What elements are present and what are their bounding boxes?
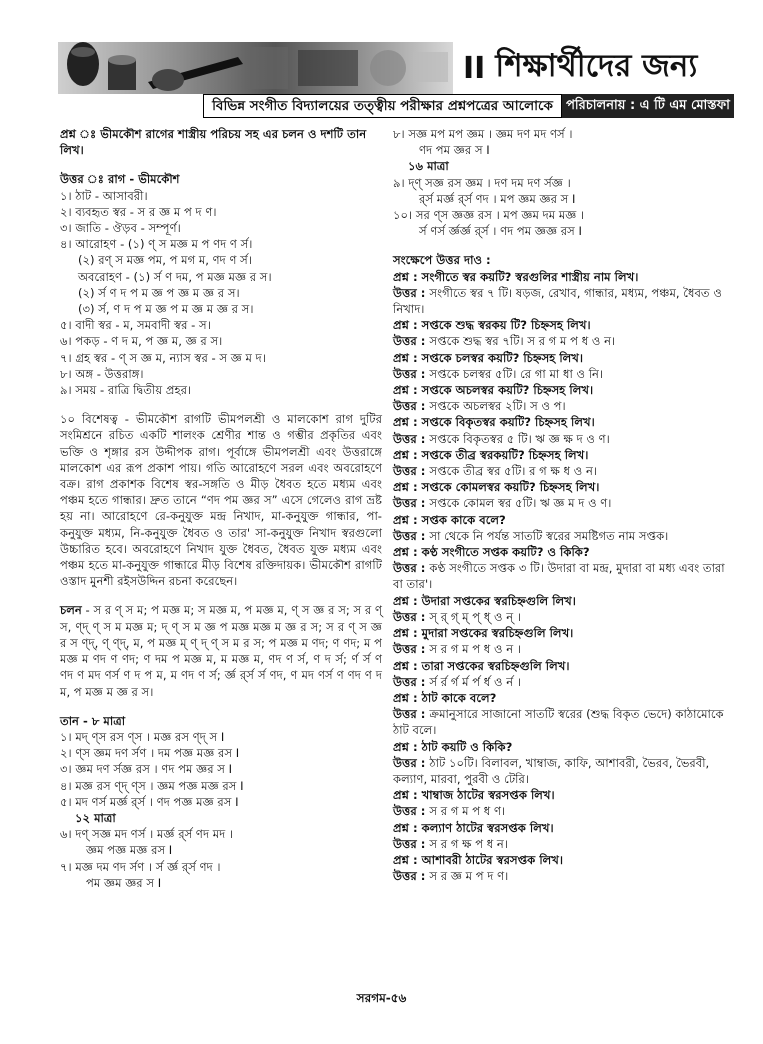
taan16-heading: ১৬ মাত্রা xyxy=(408,159,449,174)
taan-line: ২। ণ্স জ্ঞম দণ র্সণ । দম পজ্ঞ মজ্ঞ রস I xyxy=(60,746,240,761)
question-line xyxy=(393,820,735,836)
question-line xyxy=(393,739,735,755)
qa-label: প্রশ্ন : xyxy=(393,350,422,365)
taan-line: ৭। মজ্ঞ দম ণদ র্সণ । র্স র্জ্ঞ র্র্স ণদ । xyxy=(60,859,221,874)
qa-text: স র গ ক্ষ প ধ ন। xyxy=(429,836,508,851)
taan-line: ৪। মজ্ঞ রস ণ্দ্ ণ্স । জ্ঞম পজ্ঞ মজ্ঞ রস I xyxy=(60,778,244,793)
qa-label: উত্তর : xyxy=(393,609,430,624)
answer-line xyxy=(393,674,735,690)
qa-label: উত্তর : xyxy=(393,707,430,722)
question-line xyxy=(393,512,735,528)
list-item: (২) রণ্ স মজ্ঞ পম, প মগ ম, ণদ ণ র্স। xyxy=(78,253,252,268)
answer-line xyxy=(393,803,735,819)
header-banner xyxy=(58,42,734,124)
qa-label: প্রশ্ন : xyxy=(393,383,422,398)
qa-list xyxy=(393,269,735,885)
qa-label: প্রশ্ন : xyxy=(393,739,422,754)
answer-line xyxy=(393,609,735,625)
answer-line xyxy=(393,366,735,382)
question-line xyxy=(393,414,735,430)
list-item: ২। ব্যবহৃত স্বর - স র জ্ঞ ম প দ ণ। xyxy=(60,204,217,219)
taan-line: ১। মদ্ ণ্স রস ণ্স । মজ্ঞ রস ণ্দ্ স I xyxy=(60,729,225,744)
qa-label: উত্তর : xyxy=(393,496,430,511)
qa-label: উত্তর : xyxy=(393,836,430,851)
qa-label: উত্তর : xyxy=(393,399,430,414)
qa-text: সংগীতে স্বর কয়টি? স্বরগুলির শাস্ত্রীয় নাম লিখ। xyxy=(421,269,639,284)
qa-text: স র গ ম প ধ ণ। xyxy=(429,804,506,819)
question-line xyxy=(393,658,735,674)
taan12-heading: ১২ মাত্রা xyxy=(75,810,116,825)
taan-heading: তান - ৮ মাত্রা xyxy=(60,713,126,728)
question-line xyxy=(393,625,735,641)
qa-label: প্রশ্ন : xyxy=(393,545,422,560)
question-line xyxy=(393,544,735,560)
qa-text: খাম্বাজ ঠাটের স্বরসপ্তক লিখ। xyxy=(421,788,555,803)
answer-line xyxy=(393,495,735,511)
qa-text: ক্রমানুসারে সাজানো সাতটি স্বরের (শুদ্ধ বিকৃত ভেদে) কাঠামোকে ঠাট বলে। xyxy=(393,707,724,738)
question-line xyxy=(393,479,735,495)
qa-text: সপ্তকে অচলস্বর ২টি। স ও প। xyxy=(429,399,566,414)
answer-heading: উত্তর ঃ রাগ - ভীমকৌশ xyxy=(60,172,180,187)
director-credit: পরিচালনায় : এ টি এম মোস্তফা xyxy=(562,94,734,118)
taan-line: জ্ঞম পজ্ঞ মজ্ঞ রস I xyxy=(86,843,173,858)
qa-text: সপ্তকে চলস্বর ৫টি। রে গা মা ধা ও নি। xyxy=(429,366,604,381)
qa-text: ঠাট ১০টি। বিলাবল, খাম্বাজ, কাফি, আশাবরী, ভৈরব, ভৈরবী, কল্যাণ, মারবা, পুরবী ও টেরি। xyxy=(393,755,710,786)
answer-line xyxy=(393,463,735,479)
qa-label: প্রশ্ন : xyxy=(393,852,422,867)
list-item: ৬। পকড় - ণ দ ম, প জ্ঞ ম, জ্ঞ র স। xyxy=(60,334,223,349)
question-line xyxy=(393,447,735,463)
question-line xyxy=(393,787,735,803)
qa-label: উত্তর : xyxy=(393,431,430,446)
answer-line xyxy=(393,836,735,852)
answer-line xyxy=(393,560,735,592)
qa-label: প্রশ্ন : xyxy=(393,788,422,803)
qa-text: তারা সপ্তকের স্বরচিহ্নগুলি লিখ। xyxy=(421,658,570,673)
qa-label: উত্তর : xyxy=(393,366,430,381)
qa-label: উত্তর : xyxy=(393,334,430,349)
qa-label: উত্তর : xyxy=(393,464,430,479)
chalan-paragraph xyxy=(60,602,382,699)
taan-line: ৮। সজ্ঞ মপ মপ জ্ঞম । জ্ঞম দণ মদ ণর্স । xyxy=(393,127,573,141)
qa-text: সা থেকে নি পর্যন্ত সাতটি স্বরের সমষ্টিগত নাম সপ্তক। xyxy=(429,528,669,543)
qa-label: প্রশ্ন : xyxy=(393,593,422,608)
right-column xyxy=(393,126,735,884)
answer-line xyxy=(393,285,735,317)
qa-label: প্রশ্ন : xyxy=(393,820,422,835)
qa-text: সপ্তকে অচলস্বর কয়টি? চিহ্নসহ লিখ। xyxy=(421,383,594,398)
qa-label: প্রশ্ন : xyxy=(393,512,422,527)
question-line xyxy=(393,350,735,366)
answer-line xyxy=(393,641,735,657)
banner-title-box xyxy=(453,42,734,94)
qa-text: উদারা সপ্তকের স্বরচিহ্নগুলি লিখ। xyxy=(421,593,576,608)
taan-line: ৩। জ্ঞম দণ র্সজ্ঞ রস । ণদ পম জ্ঞর স I xyxy=(60,762,233,777)
qa-text: কণ্ঠ সংগীতে সপ্তক কয়টি? ও কিকি? xyxy=(421,545,590,560)
list-item: অবরোহণ - (১) র্স ণ দম, প মজ্ঞ মজ্ঞ র স। xyxy=(78,269,272,284)
list-item: ১। ঠাট - আসাবরী। xyxy=(60,188,148,203)
list-item: ৯। সময় - রাত্রি দ্বিতীয় প্রহর। xyxy=(60,383,192,398)
qa-label: উত্তর : xyxy=(393,869,430,884)
answer-line xyxy=(393,755,735,787)
page-footer: সরগম-৫৬ xyxy=(356,991,407,1005)
question-line xyxy=(393,852,735,868)
list-item: ৭। গ্রহ স্বর - ণ্ স জ্ঞ ম, ন্যাস স্বর - স জ্ঞ ম দ। xyxy=(60,350,266,365)
qa-text: সংগীতে স্বর ৭ টি। ষড়জ, রেখাব, গান্ধার, মধ্যম, পঞ্চম, ধৈবত ও নিখাদ। xyxy=(393,285,722,317)
qa-label: প্রশ্ন : xyxy=(393,480,422,495)
qa-text: র্স র্র র্গ র্ম র্প র্ধ ও র্ন । xyxy=(429,674,521,689)
qa-label: উত্তর : xyxy=(393,674,430,689)
qa-label: প্রশ্ন : xyxy=(393,318,422,333)
qa-text: সপ্তকে তীব্র স্বরকয়টি? চিহ্নসহ লিখ। xyxy=(421,447,589,462)
brief-heading: সংক্ষেপে উত্তর দাও : xyxy=(393,253,491,268)
left-column xyxy=(60,126,382,891)
qa-text: সপ্তকে তীব্র স্বর ৫টি। র গ ক্ষ ধ ও ন। xyxy=(429,464,598,479)
question-line xyxy=(393,690,735,706)
music-instruments-image xyxy=(58,42,453,94)
list-item: (২) র্স ণ দ প ম জ্ঞ প জ্ঞ ম জ্ঞ র স। xyxy=(78,285,240,300)
qa-text: কণ্ঠ সংগীতে সপ্তক ৩ টি। উদারা বা মন্দ্র, মুদারা বা মধ্য এবং তারা বা তার'। xyxy=(393,561,725,592)
taan-line: র্স ণর্স র্জ্ঞর্জ্ঞ র্র্স । ণদ পম জ্ঞজ্ঞ রস I xyxy=(419,224,582,239)
list-item: ৫। বাদী স্বর - ম, সমবাদী স্বর - স। xyxy=(60,318,211,333)
special-features-paragraph: ১০ বিশেষত্ব - ভীমকৌশ রাগটি ভীমপলশ্রী ও মালকোশ রাগ দুটির সংমিশ্রনে রচিত একটি শালংক শ্রেণীর শান্ত ও গম্ভীর প্রকৃতির এবং ভক্তি ও শৃঙ্গার রস উদ্দীপক রাগ। পূর্বাঙ্গে ভীমপলশ্রী এবং উত্তরাঙ্গে মালকোশ এর রূপ প্রকাশ পায়। গতি আরোহণে সরল এবং অবরোহণে বক্র। রাগ প্রকাশক বিশেষ স্বর-সঙ্গতি ও মীড় ধৈবত হতে মধ্যম এবং পঞ্চম হতে গান্ধার। দ্রুত তানে “ণদ পম জ্ঞর স” এসে গেলেও রাগ ভ্রষ্ট হয় না। আরোহণে রে-কনুযুক্ত মন্দ্র নিখাদ, মা-কনুযুক্ত গান্ধার, পা-কনুযুক্ত মধ্যম, নি-কনুযুক্ত ধৈবত ও তার' সা-কনুযুক্ত নিখাদ স্বরগুলো উচ্চারিত হবে। অবরোহণে নিখাদ যুক্ত ধৈবত, ধৈবত যুক্ত মধ্যম এবং পঞ্চম হতে মা-কনুযুক্ত গান্ধারে মীড় বিশেষ রক্তিদায়ক। ভীমকৌশ রাগটি ওস্তাদ মুনশী রইসউদ্দিন রচনা করেছেন। xyxy=(60,412,382,589)
question-line xyxy=(393,317,735,333)
taan-line: ৯। দ্ণ্ সজ্ঞ রস জ্ঞম । দণ দম দণ র্সজ্ঞ । xyxy=(393,175,571,190)
question-line xyxy=(393,382,735,398)
main-question: প্রশ্ন ঃ ভীমকৌশ রাগের শাস্ত্রীয় পরিচয় সহ এর চলন ও দশটি তান লিখ। xyxy=(60,127,367,158)
qa-text: কল্যাণ ঠাটের স্বরসপ্তক লিখ। xyxy=(421,820,554,835)
list-item: ৪। আরোহণ - (১) ণ্ স মজ্ঞ ম প ণদ ণ র্স। xyxy=(60,237,253,252)
qa-label: উত্তর : xyxy=(393,561,430,576)
taan-line: ণদ পম জ্ঞর স I xyxy=(419,143,490,158)
list-item: ৮। অঙ্গ - উত্তরাঙ্গ। xyxy=(60,366,144,381)
chalan-label: চলন xyxy=(60,603,82,618)
title-bars: II xyxy=(463,50,486,86)
answer-line xyxy=(393,431,735,447)
subtitle: বিভিন্ন সংগীত বিদ্যালয়ের তত্ত্বীয় পরীক্ষার প্রশ্নপত্রের আলোকে xyxy=(203,94,562,118)
answer-line xyxy=(393,528,735,544)
taan-line: ১০। সর ণ্স জ্ঞজ্ঞ রস । মপ জ্ঞম দম মজ্ঞ । xyxy=(393,208,585,223)
answer-line xyxy=(393,398,735,414)
qa-label: উত্তর : xyxy=(393,285,430,300)
qa-label: প্রশ্ন : xyxy=(393,269,422,284)
page-title: শিক্ষার্থীদের জন্য xyxy=(495,48,698,84)
qa-label: প্রশ্ন : xyxy=(393,415,422,430)
taan-line: ৬। দণ্ সজ্ঞ মদ ণর্স । মর্জ্ঞ র্র্স ণদ মদ । xyxy=(60,827,234,842)
qa-text: ঠাট কাকে বলে? xyxy=(421,690,497,705)
answer-line xyxy=(393,868,735,884)
qa-text: সপ্তকে চলস্বর কয়টি? চিহ্নসহ লিখ। xyxy=(421,350,584,365)
qa-text: সপ্তকে কোমলস্বর কয়টি? চিহ্নসহ লিখ। xyxy=(421,480,600,495)
qa-label: প্রশ্ন : xyxy=(393,658,422,673)
answer-line xyxy=(393,333,735,349)
qa-text: সপ্তকে বিকৃতস্বর কয়টি? চিহ্নসহ লিখ। xyxy=(421,415,595,430)
list-item: (৩) র্স, ণ দ প ম জ্ঞ প ম জ্ঞ ম জ্ঞ র স। xyxy=(78,302,254,317)
qa-label: উত্তর : xyxy=(393,804,430,819)
qa-text: আশাবরী ঠাটের স্বরসপ্তক লিখ। xyxy=(421,852,564,867)
taan-line: ৫। মদ ণর্স মর্জ্ঞ র্র্স । ণদ পজ্ঞ মজ্ঞ রস I xyxy=(60,794,239,809)
qa-label: প্রশ্ন : xyxy=(393,447,422,462)
qa-text: ঠাট কয়টি ও কিকি? xyxy=(421,739,513,754)
instruments-illustration xyxy=(58,42,453,94)
qa-label: উত্তর : xyxy=(393,755,430,770)
qa-text: স্ র্ গ্ ম্ প্ ধ্ ও ন্ । xyxy=(429,609,521,624)
qa-text: সপ্তকে কোমল স্বর ৫টি। ঋ জ্ঞ ম দ ও ণ। xyxy=(429,496,612,511)
qa-text: স র গ ম প ধ ও ন । xyxy=(429,642,521,657)
subtitle-row xyxy=(203,94,734,118)
qa-text: সপ্তকে শুদ্ধ স্বর ৭টি। স র গ ম প ধ ও ন। xyxy=(429,334,616,349)
taan-line: পম জ্ঞম জ্ঞর স I xyxy=(86,875,162,890)
question-line xyxy=(393,269,735,285)
taan-line: র্র্স মর্জ্ঞ র্র্স ণদ । মপ জ্ঞম জ্ঞর স I xyxy=(419,191,576,206)
qa-label: প্রশ্ন : xyxy=(393,690,422,705)
question-line xyxy=(393,593,735,609)
qa-text: মুদারা সপ্তকের স্বরচিহ্নগুলি লিখ। xyxy=(421,626,574,641)
answer-line xyxy=(393,706,735,738)
list-item: ৩। জাতি - ঔড়ব - সম্পূর্ণ। xyxy=(60,221,181,236)
qa-label: উত্তর : xyxy=(393,528,430,543)
qa-label: উত্তর : xyxy=(393,642,430,657)
qa-text: সপ্তকে শুদ্ধ স্বরকয় টি? চিহ্নসহ লিখ। xyxy=(421,318,591,333)
chalan-text: - স র ণ্ স ম; প মজ্ঞ ম; স মজ্ঞ ম, প মজ্ঞ ম, ণ্ স জ্ঞ র স; স র ণ্ স, ণ্দ্ ণ্ স ম মজ্ঞ ম; দ্ ণ্ স ম জ্ঞ প মজ্ঞ মজ্ঞ ম জ্ঞ র স; স র ণ্ স জ্ঞ র স ণ্দ্, ণ্ ণ্দ্, ম, প মজ্ঞ ম্ ণ্ দ্ ণ্ স ম র স; প মজ্ঞ ম ণদ; ণ ণদ; ম প মজ্ঞ ম ণদ ণ ণদ; ণ দম প মজ্ঞ ম, ম মজ্ঞ ম, ণদ ণ র্স, ণ দ র্স; র্ণ র্স ণ ণদ ণ মদ ণর্স ণ দ প ম, ম ণদ ণ র্স; র্জ্ঞ র্র্স র্স ণদ, ণ মদ ণর্স ণ ণদ ণ দ ম, প মজ্ঞ ম জ্ঞ র স। xyxy=(60,603,382,699)
qa-text: সপ্তক কাকে বলে? xyxy=(421,512,506,527)
qa-label: প্রশ্ন : xyxy=(393,626,422,641)
qa-text: স র জ্ঞ ম প দ ণ। xyxy=(429,869,509,884)
qa-text: সপ্তকে বিকৃতস্বর ৫ টি। ঋ জ্ঞ ক্ষ দ ও ণ। xyxy=(429,431,610,446)
